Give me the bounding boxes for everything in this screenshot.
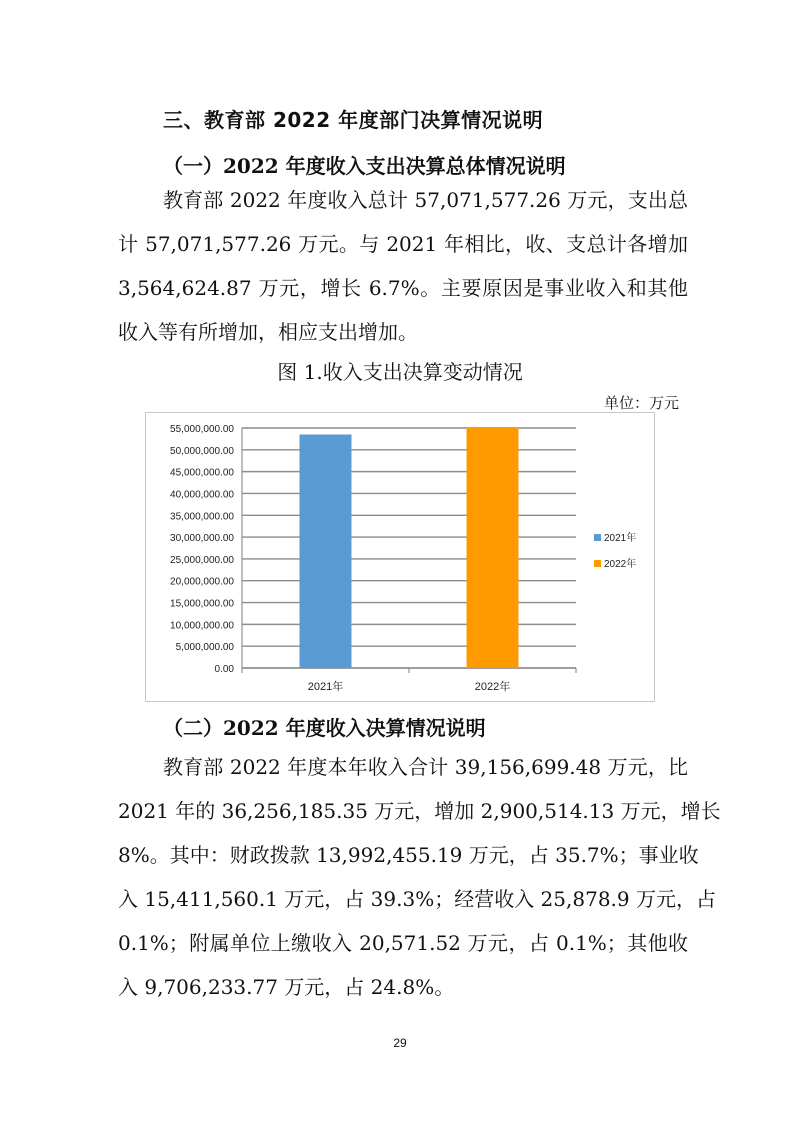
y-tick-label: 0.00 bbox=[214, 664, 234, 675]
y-tick-label: 20,000,000.00 bbox=[170, 576, 234, 588]
y-tick-label: 30,000,000.00 bbox=[170, 533, 234, 545]
paragraph-line: 8%。其中：财政拨款 13,992,455.19 万元，占 35.7%；事业收 bbox=[118, 843, 699, 867]
chart-svg bbox=[146, 413, 654, 701]
y-tick-label: 25,000,000.00 bbox=[170, 554, 234, 566]
paragraph-line: 教育部 2022 年度收入总计 57,071,577.26 万元，支出总 bbox=[163, 188, 688, 212]
y-tick-label: 40,000,000.00 bbox=[170, 489, 234, 501]
paragraph-line: 计 57,071,577.26 万元。与 2021 年相比，收、支总计各增加 bbox=[118, 232, 688, 256]
paragraph-line: 收入等有所增加，相应支出增加。 bbox=[118, 320, 418, 344]
y-tick-label: 15,000,000.00 bbox=[170, 598, 234, 610]
section-title: 三、教育部 2022 年度部门决算情况说明 bbox=[163, 108, 544, 132]
y-tick-label: 5,000,000.00 bbox=[175, 642, 234, 654]
paragraph-line: 入 15,411,560.1 万元，占 39.3%；经营收入 25,878.9 万元，占 bbox=[118, 887, 716, 911]
unit-label: 单位：万元 bbox=[603, 394, 679, 412]
subsection-title-1: （一）2022 年度收入支出决算总体情况说明 bbox=[163, 154, 566, 178]
figure-caption: 图 1.收入支出决算变动情况 bbox=[277, 360, 523, 384]
legend-swatch bbox=[594, 560, 601, 567]
y-tick-label: 45,000,000.00 bbox=[170, 467, 234, 479]
subsection-title-2: （二）2022 年度收入决算情况说明 bbox=[163, 716, 486, 740]
paragraph-2 bbox=[118, 745, 721, 1009]
paragraph-line: 2021 年的 36,256,185.35 万元，增加 2,900,514.13 万元，增长 bbox=[118, 799, 721, 823]
paragraph-line: 3,564,624.87 万元，增长 6.7%。主要原因是事业收入和其他 bbox=[118, 276, 688, 300]
legend-label: 2022年 bbox=[604, 559, 637, 570]
legend-label: 2021年 bbox=[604, 533, 637, 544]
y-tick-label: 55,000,000.00 bbox=[170, 424, 234, 435]
bar-chart bbox=[145, 412, 655, 702]
bar-2 bbox=[467, 428, 519, 668]
legend-swatch bbox=[594, 534, 601, 541]
paragraph-line: 0.1%；附属单位上缴收入 20,571.52 万元，占 0.1%；其他收 bbox=[118, 931, 688, 955]
y-tick-label: 50,000,000.00 bbox=[170, 445, 234, 457]
x-tick-label: 2022年 bbox=[474, 681, 511, 693]
page-number: 29 bbox=[393, 1036, 407, 1050]
paragraph-line: 教育部 2022 年度本年收入合计 39,156,699.48 万元，比 bbox=[163, 755, 688, 779]
paragraph-line: 入 9,706,233.77 万元，占 24.8%。 bbox=[118, 975, 455, 999]
paragraph-1 bbox=[118, 178, 688, 354]
x-tick-label: 2021年 bbox=[307, 681, 344, 693]
bar-1 bbox=[300, 435, 352, 668]
y-tick-label: 35,000,000.00 bbox=[170, 511, 234, 523]
y-tick-label: 10,000,000.00 bbox=[170, 620, 234, 632]
